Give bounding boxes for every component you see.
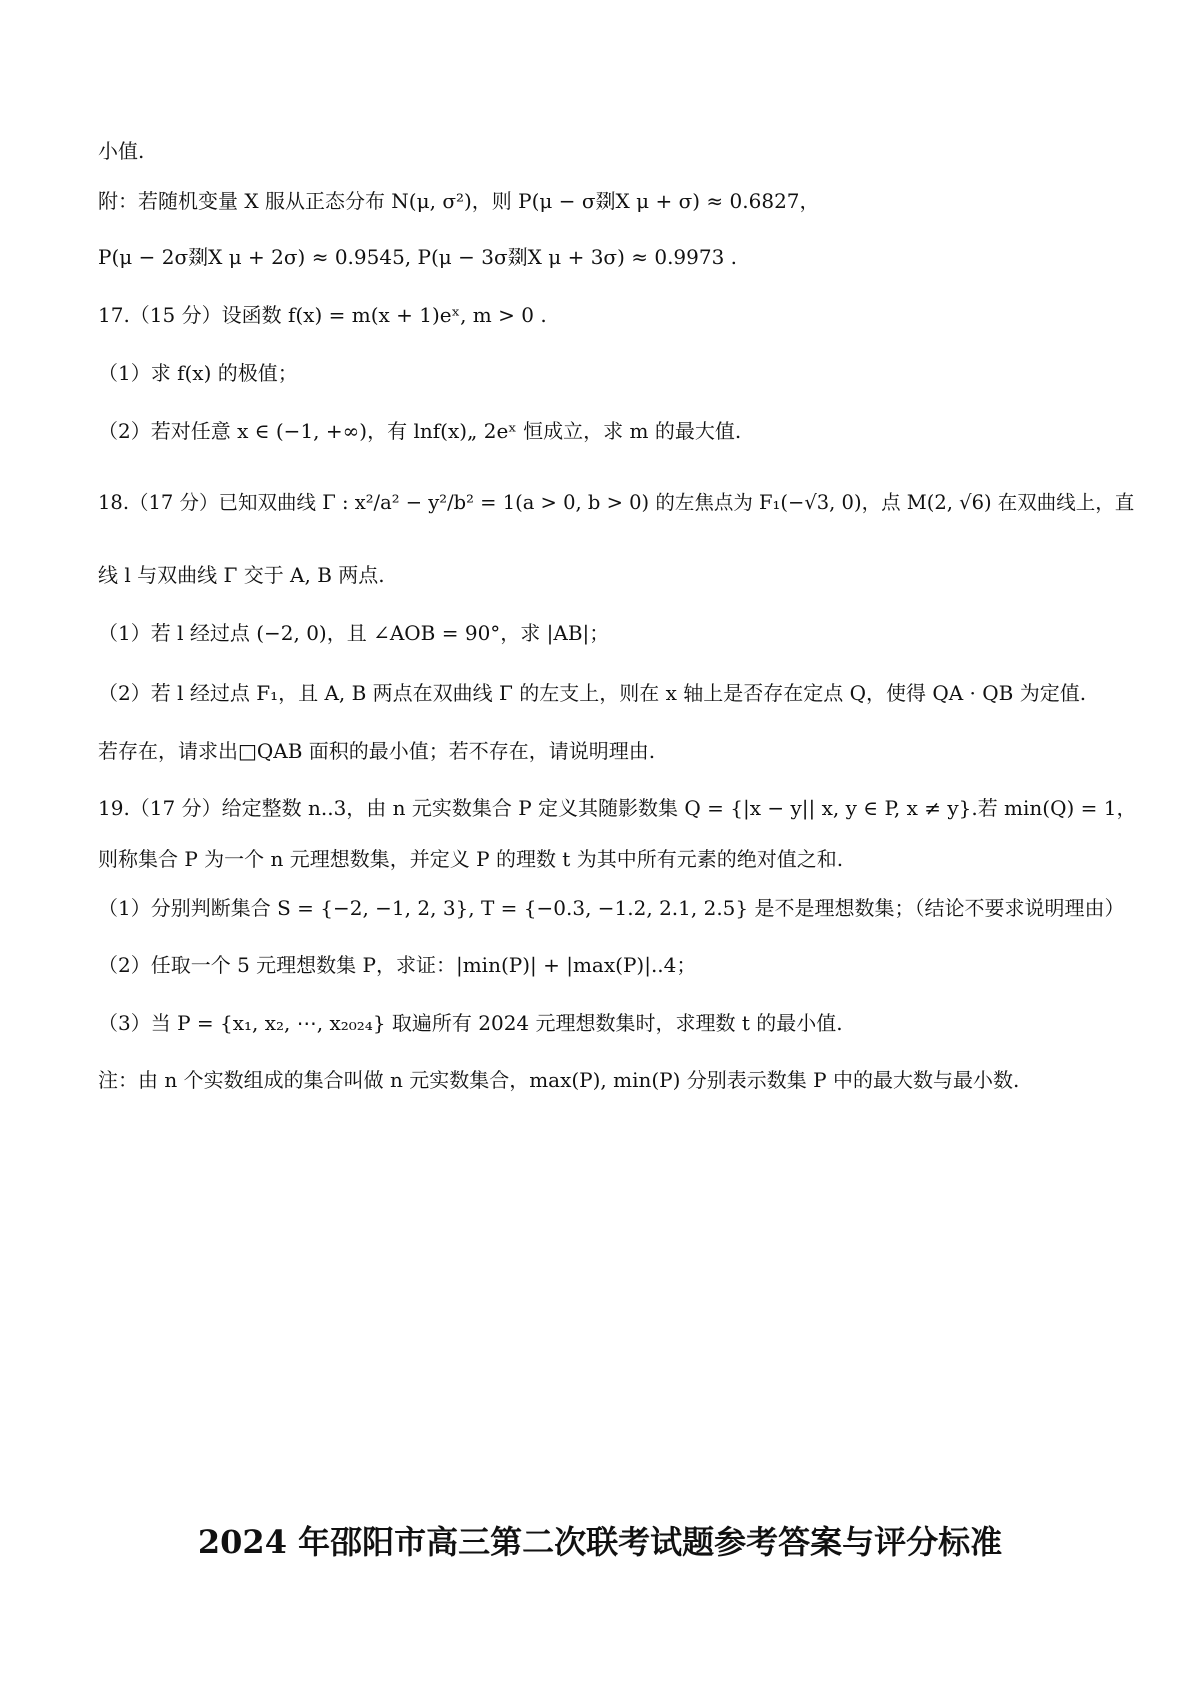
question-19-part-3: （3）当 P = {x₁, x₂, ⋯, x₂₀₂₄} 取遍所有 2024 元理想数集时，求理数 t 的最小值. bbox=[98, 1011, 843, 1035]
text-line-probabilities: P(μ − 2σ剟X μ + 2σ) ≈ 0.9545, P(μ − 3σ剟X μ + 3σ) ≈ 0.9973 . bbox=[98, 245, 738, 269]
text-line-continuation: 小值. bbox=[98, 139, 145, 163]
question-18-part-2: （2）若 l 经过点 F₁，且 A, B 两点在双曲线 Γ 的左支上，则在 x 轴上是否存在定点 Q，使得 QA · QB 为定值. bbox=[98, 681, 1087, 705]
question-19-stem: 19.（17 分）给定整数 n..3，由 n 元实数集合 P 定义其随影数集 Q = {|x − y|| x, y ∈ P, x ≠ y}.若 min(Q) = 1， bbox=[98, 796, 1137, 820]
question-18-part-1: （1）若 l 经过点 (−2, 0)，且 ∠AOB = 90°，求 |AB|； bbox=[98, 621, 610, 645]
question-19-part-2: （2）任取一个 5 元理想数集 P，求证：|min(P)| + |max(P)|..4； bbox=[98, 953, 697, 977]
question-17-part-1: （1）求 f(x) 的极值； bbox=[98, 361, 298, 385]
question-18-part-2-cont: 若存在，请求出□QAB 面积的最小值；若不存在，请说明理由. bbox=[98, 739, 656, 763]
question-18-stem-cont: 线 l 与双曲线 Γ 交于 A, B 两点. bbox=[98, 563, 385, 587]
question-19-part-1: （1）分别判断集合 S = {−2, −1, 2, 3}, T = {−0.3, −1.2, 2.1, 2.5} 是不是理想数集；（结论不要求说明理由） bbox=[98, 896, 1125, 920]
question-17-part-2: （2）若对任意 x ∈ (−1, +∞)，有 lnf(x)„ 2eˣ 恒成立，求 m 的最大值. bbox=[98, 419, 742, 443]
answer-key-title: 2024 年邵阳市高三第二次联考试题参考答案与评分标准 bbox=[197, 1523, 1003, 1561]
question-18-stem: 18.（17 分）已知双曲线 Γ : x²/a² − y²/b² = 1(a > 0, b > 0) 的左焦点为 F₁(−√3, 0)，点 M(2, √6) 在双曲线上，直 bbox=[98, 491, 1135, 514]
text-line-appendix: 附：若随机变量 X 服从正态分布 N(μ, σ²)，则 P(μ − σ剟X μ + σ) ≈ 0.6827， bbox=[98, 189, 820, 213]
question-17-stem: 17.（15 分）设函数 f(x) = m(x + 1)eˣ, m > 0 . bbox=[98, 303, 547, 327]
question-19-note: 注：由 n 个实数组成的集合叫做 n 元实数集合，max(P), min(P) 分别表示数集 P 中的最大数与最小数. bbox=[98, 1068, 1020, 1092]
question-19-stem-cont: 则称集合 P 为一个 n 元理想数集，并定义 P 的理数 t 为其中所有元素的绝对值之和. bbox=[98, 847, 844, 871]
